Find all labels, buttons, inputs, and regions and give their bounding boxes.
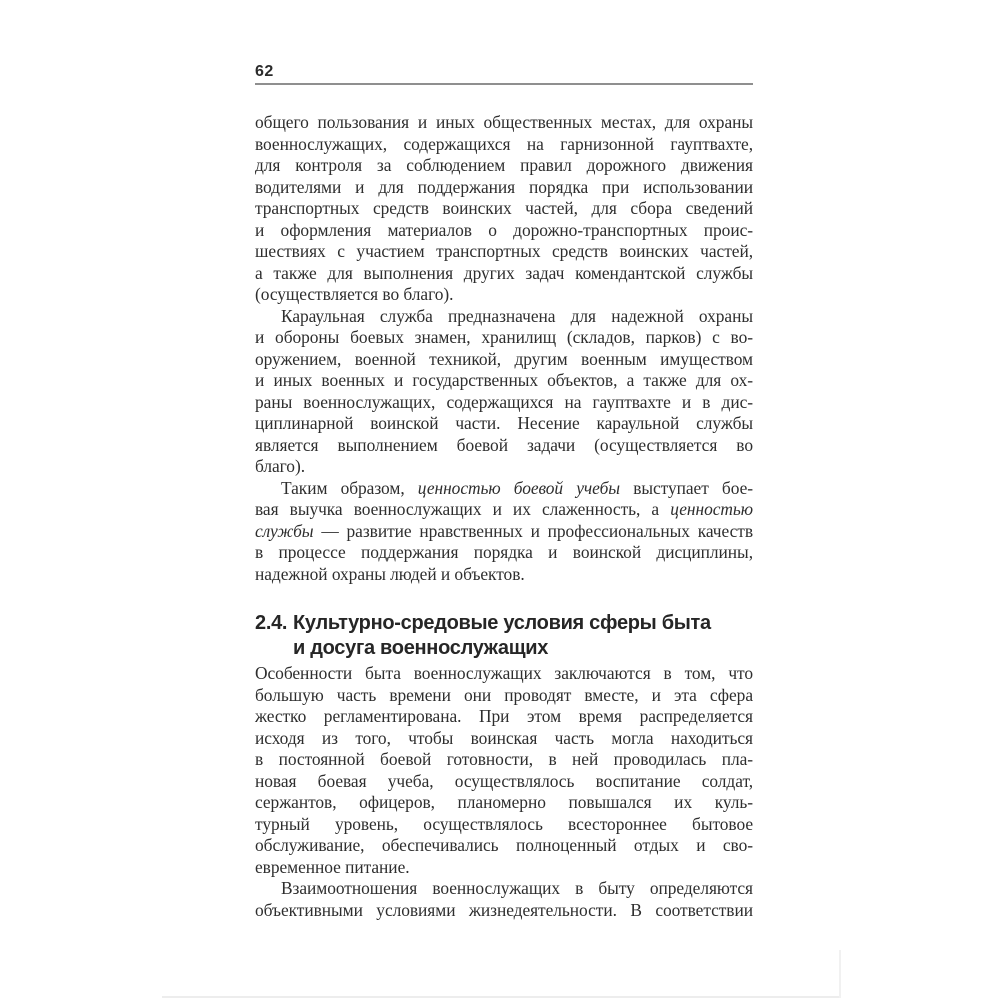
section-heading	[255, 611, 753, 661]
page-edge-line-right	[839, 950, 841, 998]
text-line: благо).	[255, 456, 305, 476]
paragraph	[255, 663, 753, 878]
page-edge-line-bottom	[162, 996, 840, 998]
paragraph	[255, 878, 753, 921]
text-line: новая боевая учеба, осуществлялось воспитание солдат,	[255, 770, 753, 791]
section-title-line: Культурно-средовые условия сферы быта	[293, 612, 711, 634]
text-line: и обороны боевых знамен, хранилищ (складов, парков) с во-	[255, 327, 753, 347]
text-line: обслуживание, обеспечивались полноценный отдых и сво-	[255, 835, 753, 855]
text-line: большую часть времени они проводят вместе, и эта сфера	[255, 684, 753, 705]
italic-phrase: ценностью	[670, 499, 753, 519]
section-title	[293, 611, 753, 661]
italic-phrase: службы	[255, 520, 314, 541]
paragraph	[255, 306, 753, 478]
text-line: шествиях с участием транспортных средств воинских частей,	[255, 241, 753, 261]
text-line: (осуществляется во благо).	[255, 284, 454, 304]
text-run: Таким образом,	[281, 477, 418, 498]
text-line: циплинарной воинской части. Несение караульной службы	[255, 413, 753, 433]
text-line: транспортных средств воинских частей, для сбора сведений	[255, 198, 753, 218]
text-line: объективными условиями жизнедеятельности. В соответствии	[255, 899, 753, 920]
text-line: оружением, военной техникой, другим военным имуществом	[255, 348, 753, 369]
text-line: Особенности быта военнослужащих заключаются в том, что	[255, 663, 753, 683]
page-body	[255, 112, 753, 921]
text-line: в постоянной боевой готовности, в ней проводилась пла-	[255, 749, 753, 769]
text-line: военнослужащих, содержащихся на гарнизонной гауптвахте,	[255, 133, 753, 154]
page-header	[255, 62, 753, 85]
text-line: надежной охраны людей и объектов.	[255, 563, 525, 584]
text-line	[255, 478, 753, 500]
paragraph	[255, 112, 753, 306]
text-line: турный уровень, осуществлялось всестороннее бытовое	[255, 813, 753, 834]
text-run: выступает бое-	[620, 477, 753, 498]
text-line: раны военнослужащих, содержащихся на гауптвахте и в дис-	[255, 391, 753, 412]
page-number: 62	[255, 63, 274, 80]
text-line: общего пользования и иных общественных местах, для охраны	[255, 112, 753, 132]
text-line: и иных военных и государственных объектов, а также для ох-	[255, 370, 753, 390]
text-run: вая выучка военнослужащих и их слаженность, а	[255, 499, 671, 519]
text-line: в процессе поддержания порядка и воинской дисциплины,	[255, 542, 753, 562]
text-line: для контроля за соблюдением правил дорожного движения	[255, 155, 753, 175]
text-run: — развитие нравственных и профессиональных качеств	[313, 520, 753, 541]
text-line: сержантов, офицеров, планомерно повышался их куль-	[255, 792, 753, 812]
text-line: Взаимоотношения военнослужащих в быту определяются	[281, 878, 753, 898]
italic-phrase: ценностью боевой учебы	[417, 477, 621, 498]
text-line: Караульная служба предназначена для надежной охраны	[281, 305, 753, 326]
text-line: а также для выполнения других задач комендантской службы	[255, 262, 753, 283]
text-line: и оформления материалов о дорожно-транспортных проис-	[255, 219, 753, 240]
text-line: жестко регламентирована. При этом время распределяется	[255, 706, 753, 726]
text-line: исходя из того, чтобы воинская часть могла находиться	[255, 727, 753, 748]
section-number: 2.4.	[255, 612, 288, 634]
text-line: водителями и для поддержания порядка при использовании	[255, 176, 753, 197]
section-title-line: и досуга военнослужащих	[293, 637, 549, 659]
text-line: евременное питание.	[255, 856, 410, 877]
text-line: является выполнением боевой задачи (осуществляется во	[255, 434, 753, 455]
paragraph	[255, 478, 753, 586]
text-line	[255, 521, 753, 543]
header-rule	[255, 83, 753, 85]
text-line	[255, 499, 753, 521]
